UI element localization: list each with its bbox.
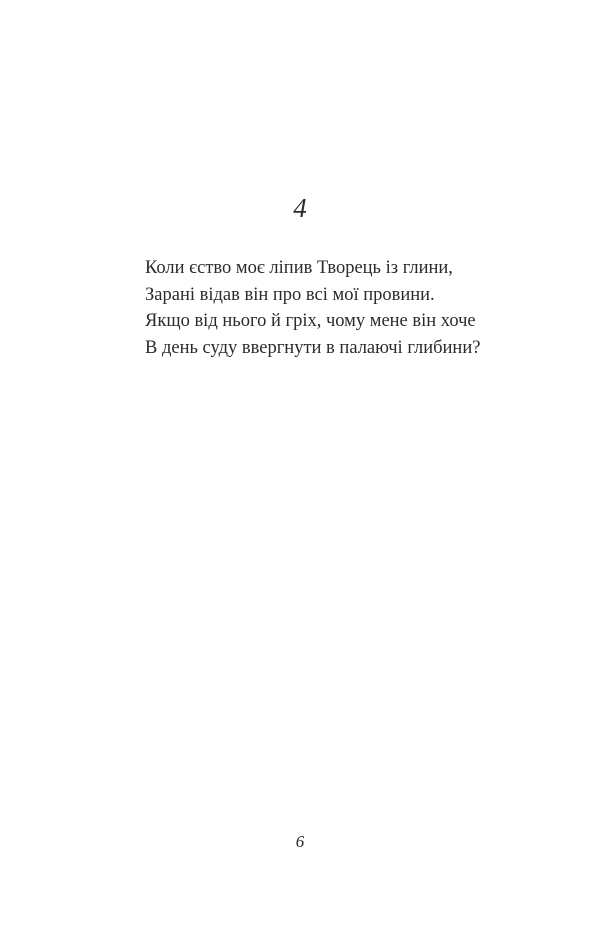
page-number: 6: [295, 832, 305, 851]
stanza: [145, 255, 565, 361]
verse-line: В день суду ввергнути в палаючі глибини?: [145, 337, 481, 358]
verse-line: Коли єство моє ліпив Творець із глини,: [145, 258, 453, 278]
verse-line: Якщо від нього й гріх, чому мене він хоче: [145, 311, 476, 331]
verse-line: Зарані відав він про всі мої провини.: [145, 284, 435, 305]
poem-number: 4: [293, 193, 307, 223]
